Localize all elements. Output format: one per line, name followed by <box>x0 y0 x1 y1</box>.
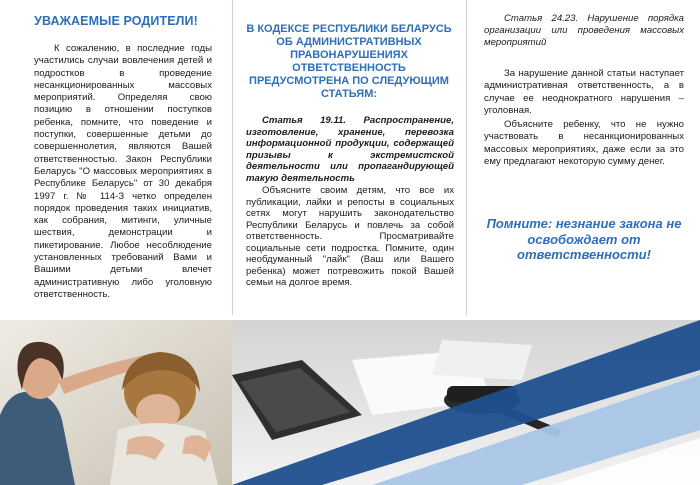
panel-divider-1 <box>232 0 233 315</box>
article-24-23: Статья 24.23. Нарушение порядка организации или проведения массовых мероприятий <box>484 13 684 48</box>
heading-dear-parents: УВАЖАЕМЫЕ РОДИТЕЛИ! <box>34 14 198 28</box>
remember-slogan: Помните: незнание закона не освобождает от ответственности! <box>486 216 682 262</box>
article-19-11: Статья 19.11. Распространение, изготовление, хранение, перевозка информационной продукции, содержащей призывы к экстремистской деятельности или пропагандирующей такую деятельность <box>246 115 454 184</box>
mother-child-photo <box>0 320 232 485</box>
explain-child-text: Объясните ребенку, что не нужно участвовать в несанкционированных массовых мероприятиях, даже если за это ему предлагают некоторую сумму денег. <box>484 119 684 168</box>
parents-body-text: К сожалению, в последние годы участились случаи вовлечения детей и подростков в проведение несанкционированных массовых мероприятий. Определяя свою позицию в отношении поступков ребенка, помните, что поведение и поступки, совершенные детьми до совершеннолетия, являются Вашей ответственностью. Закон Республики Беларусь "О массовых мероприятиях в Республике Беларусь" от 30 декабря 1997 г. № 114-З четко определен порядок проведения таких инициатив, как собрания, митинги, уличные шествия, демонстрации и пикетирование. Любое несоблюдение установленных требований Вами и Вашими детьми влечет административную либо уголовную ответственность. <box>34 43 212 300</box>
gavel-desk-photo <box>232 320 700 485</box>
mother-child-illustration <box>0 320 232 485</box>
liability-text: За нарушение данной статьи наступает административная ответственность, а в случае ее неоднократного нарушения – уголовная. <box>484 68 684 117</box>
panel-divider-2 <box>466 0 467 315</box>
heading-code-articles: В КОДЕКСЕ РЕСПУБЛИКИ БЕЛАРУСЬ ОБ АДМИНИСТРАТИВНЫХ ПРАВОНАРУШЕНИЯХ ОТВЕТСТВЕННОСТЬ ПРЕДУСМОТРЕНА ПО СЛЕДУЮЩИМ СТАТЬЯМ: <box>246 23 452 100</box>
gavel-desk-illustration <box>232 320 700 485</box>
social-media-text: Объясните своим детям, что все их публикации, лайки и репосты в социальных сетях могут нарушить законодательство Республики Беларусь и повлечь за собой ответственность. Просматривайте социальные сети подростка. Помните, один необдуманный "лайк" (Ваш или Вашего ребенка) может потревожить покой Вашей семьи на долгое время. <box>246 185 454 288</box>
